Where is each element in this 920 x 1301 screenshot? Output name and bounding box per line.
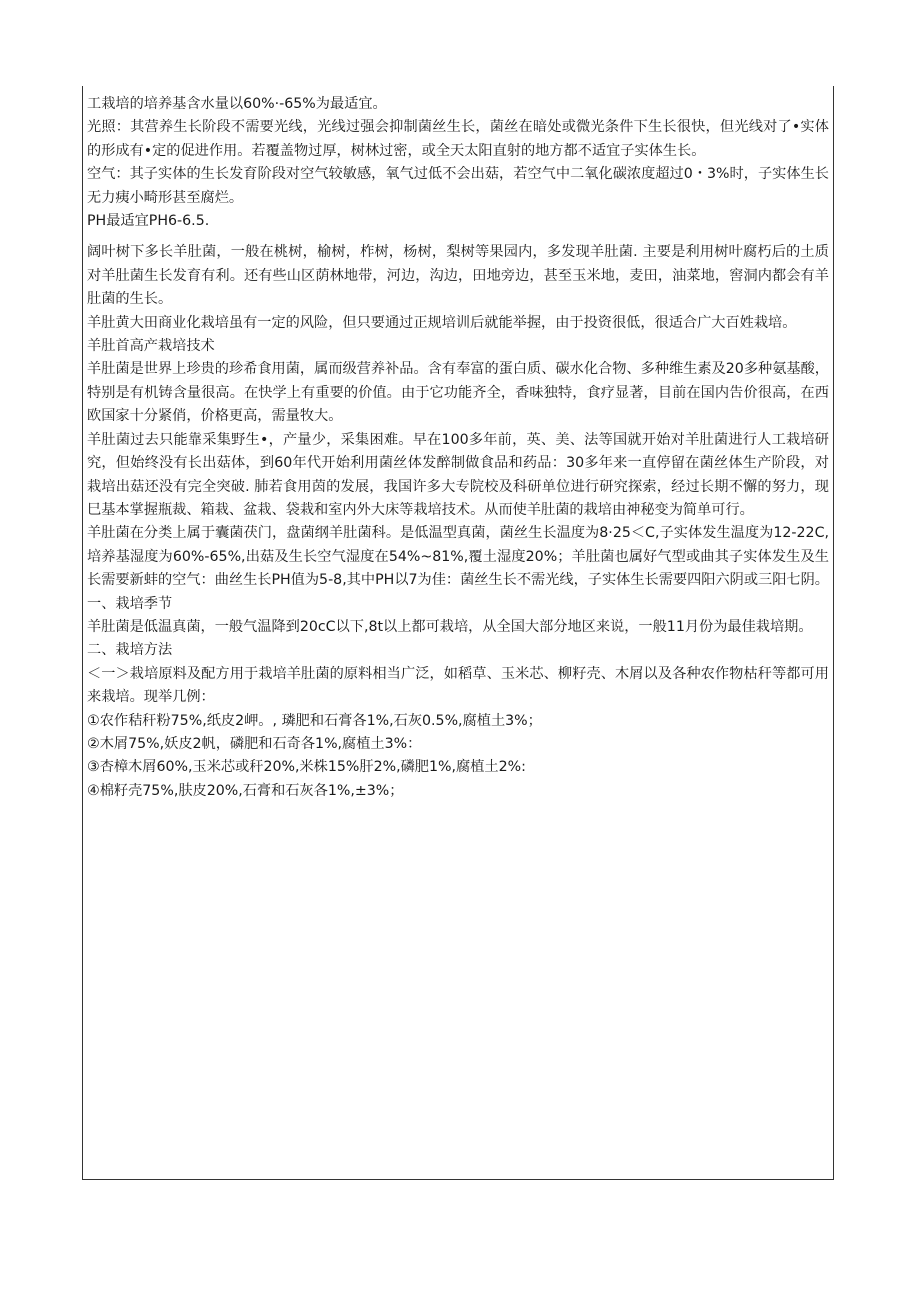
paragraph-moisture: 工栽培的培养基含水量以60%·-65%为最适宜。 [87,96,387,112]
paragraph-value: 羊肚菌是世界上珍贵的珍希食用菌，属而级营养补品。含有奉富的蛋白质、碳水化合物、多种维生素及20多种氨基酸，特别是有机铸含量很高。在快学上有重要的价值。由于它功能齐全，香味独特，食疗显著，目前在国内告价很高，在西欧国家十分紧俏，价格更高，需量牧大。 [87,361,829,425]
paragraph-habitat: 阔叶树下多长羊肚菌，一般在桃树，榆树，柞树，杨树，梨树等果园内，多发现羊肚菌. 主要是利用树叶腐朽后的土质对羊肚菌生长发育有利。还有些山区荫林地带，河边，沟边，田地旁边，甚至玉米地，麦田，油菜地，窖洞内都会有羊肚菌的生长。 [87,244,829,308]
paragraph-materials: ＜一＞栽培原料及配方用于栽培羊肚菌的原料相当广泛，如稻草、玉米芯、柳籽壳、木屑以及各种农作物枯秆等都可用来栽培。现举几例： [87,665,829,706]
section-heading-season: 一、栽培季节 [87,595,173,612]
paragraph-light: 光照：其营养生长阶段不需要光线，光线过强会抑制菌丝生长，菌丝在暗处或微光条件下生长很快，但光线对了•实体的形成有•定的促进作用。若覆盖物过厚，树林过密，或全天太阳直射的地方都不适宜子实体生长。 [87,119,829,159]
recipe-item-1: ①农作秸秆粉75%,纸皮2岬。, 璘肥和石膏各1%,石灰0.5%,腐植土3%； [87,712,542,729]
document-body [87,93,829,803]
section-heading-techniques: 羊肚首高产栽培技术 [87,338,215,355]
recipe-item-4: ④棉籽壳75%,肤皮20%,石膏和石灰各1%,±3%； [87,782,404,799]
paragraph-classification: 羊肚菌在分类上属于囊菌茯门，盘菌纲羊肚菌科。是低温型真菌，菌丝生长温度为8·25＜C,子实体发生温度为12-22C,培养基湿度为60%-65%,出菇及生长空气湿度在54%~81%,覆土湿度20%；羊肚菌也属好气型或曲其子实体发生及生长需要新蚌的空气：曲丝生长PH值为5-8,其中PH以7为佳：菌丝生长不需光线，子实体生长需要四阳六阴或三阳七阴。 [87,525,829,589]
paragraph-commercial: 羊肚黄大田商业化栽培虽有一定的风险，但只要通过正规培训后就能举握，由于投资很低，很适合广大百姓栽培。 [87,314,797,331]
document-frame [82,86,834,1180]
section-heading-methods: 二、栽培方法 [87,642,173,659]
recipe-item-2: ②木屑75%,妖皮2帆，磷肥和石奇各1%,腐植土3%： [87,735,422,752]
paragraph-history: 羊肚菌过去只能靠采集野生•，产量少，采集困难。早在100多年前，英、美、法等国就开始对羊肚菌进行人工栽培研究，但始终没有长出菇体，到60年代开始利用菌丝体发醉制做食品和药品：30多年来一直停留在菌丝体生产阶段，对栽培出菇还没有完全突破. 肺若食用茵的发展，我国许多大专院校及科研单位进行研究探索，经过长期不懈的努力，现巳基本掌握瓶裁、箱栽、盆栽、袋栽和室内外大床等栽培技术。从而使羊肚菌的栽培由神秘变为简单可行。 [87,431,829,518]
recipe-item-3: ③杏樟木屑60%,玉米芯或秆20%,米株15%肝2%,磷肥1%,腐植土2%: [87,759,526,776]
paragraph-season: 羊肚菌是低温真菌，一般气温降到20cC以下,8t以上都可栽培，从全国大部分地区来说，一般11月份为最佳栽培期。 [87,618,813,635]
paragraph-air: 空气：其子实体的生长发育阶段对空气较敏感，氧气过低不会出菇，若空气中二氧化碳浓度超过0・3%时，子实体生长无力痍小畸形甚至腐烂。 [87,166,829,206]
paragraph-ph: PH最适宜PH6-6.5. [87,213,210,230]
